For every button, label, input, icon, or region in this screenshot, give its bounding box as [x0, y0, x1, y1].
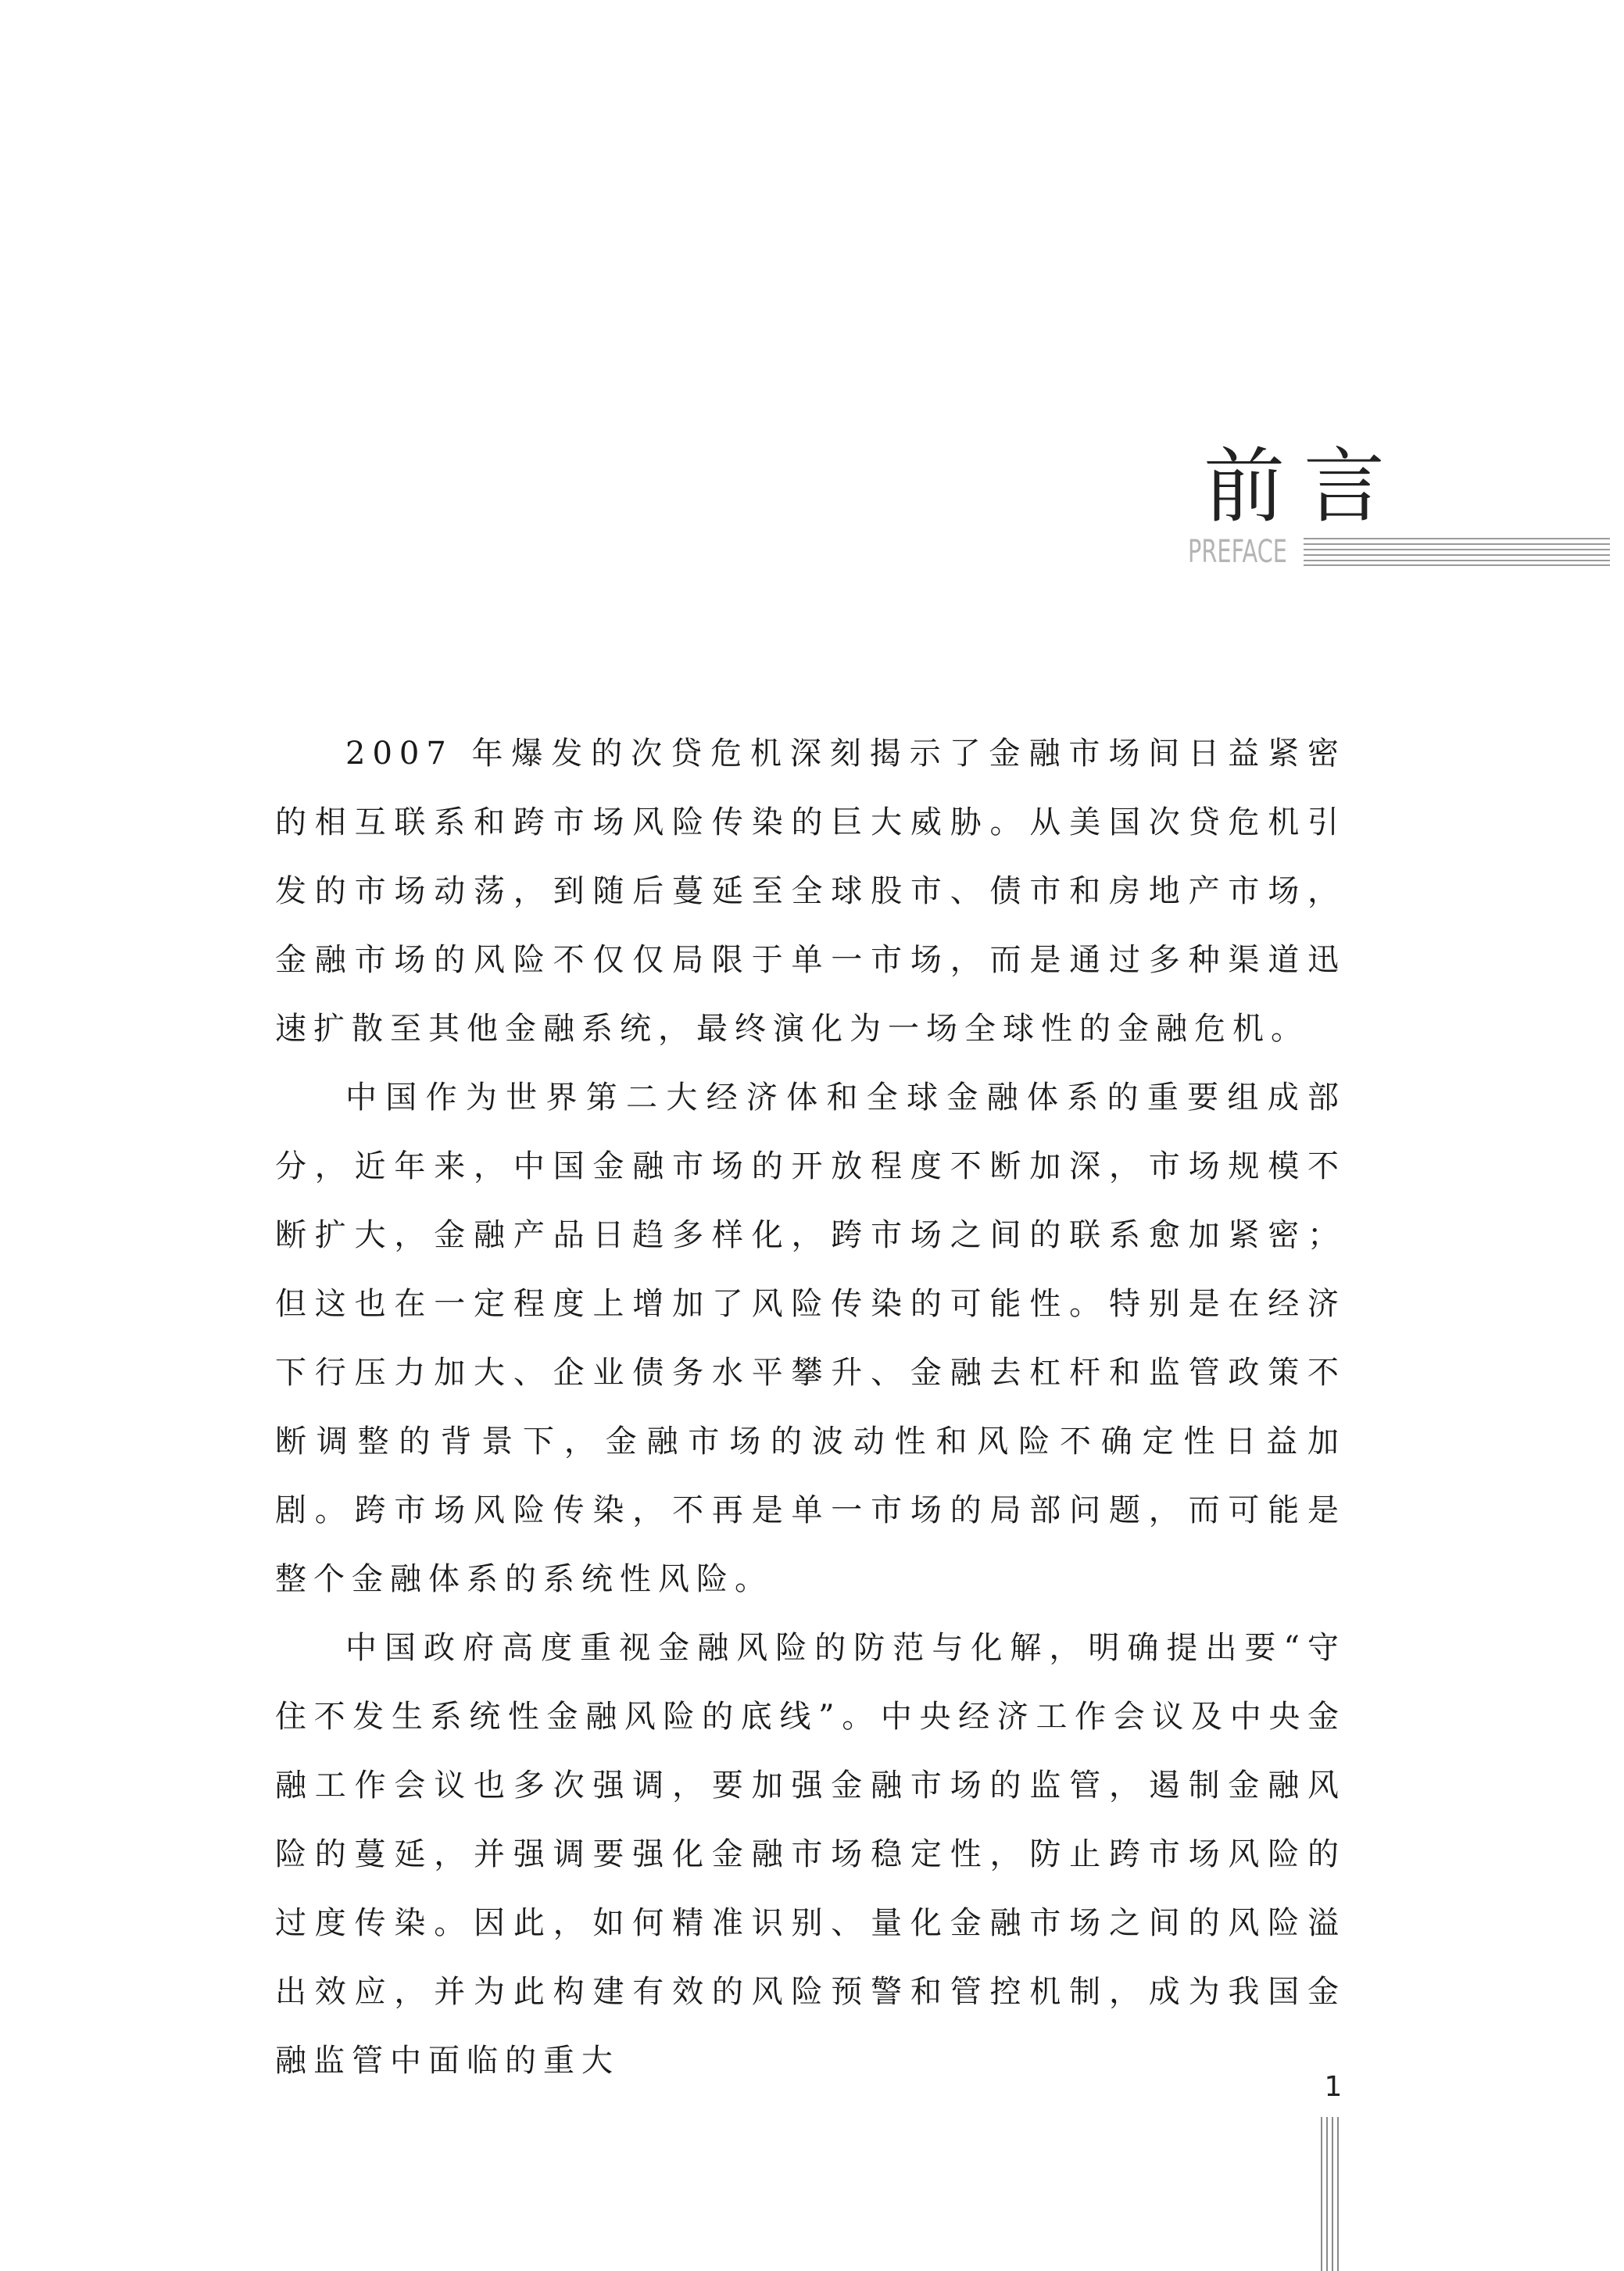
title-decorative-rule [1304, 538, 1610, 566]
body-text [275, 719, 1346, 2095]
page-title: 前言 [1204, 439, 1404, 534]
paragraph-2: 中国作为世界第二大经济体和全球金融体系的重要组成部分，近年来，中国金融市场的开放程度不断加深，市场规模不断扩大，金融产品日趋多样化，跨市场之间的联系愈加紧密；但这也在一定程度上增加了风险传染的可能性。特别是在经济下行压力加大、企业债务水平攀升、金融去杠杆和监管政策不断调整的背景下，金融市场的波动性和风险不确定性日益加剧。跨市场风险传染，不再是单一市场的局部问题，而可能是整个金融体系的系统性风险。 [275, 1080, 1346, 1597]
paragraph-1: 2007 年爆发的次贷危机深刻揭示了金融市场间日益紧密的相互联系和跨市场风险传染的巨大威胁。从美国次贷危机引发的市场动荡，到随后蔓延至全球股市、债市和房地产市场，金融市场的风险不仅仅局限于单一市场，而是通过多种渠道迅速扩散至其他金融系统，最终演化为一场全球性的金融危机。 [275, 736, 1346, 1047]
page-number: 1 [1324, 2071, 1343, 2103]
title-subheader [1188, 535, 1610, 569]
page-number-rule [1321, 2117, 1343, 2271]
paragraph-3: 中国政府高度重视金融风险的防范与化解，明确提出要“守住不发生系统性金融风险的底线”。中央经济工作会议及中央金融工作会议也多次强调，要加强金融市场的监管，遏制金融风险的蔓延，并强调要强化金融市场稳定性，防止跨市场风险的过度传染。因此，如何精准识别、量化金融市场之间的风险溢出效应，并为此构建有效的风险预警和管控机制，成为我国金融监管中面临的重大 [275, 1630, 1346, 2079]
page-subtitle: PREFACE [1188, 534, 1288, 570]
